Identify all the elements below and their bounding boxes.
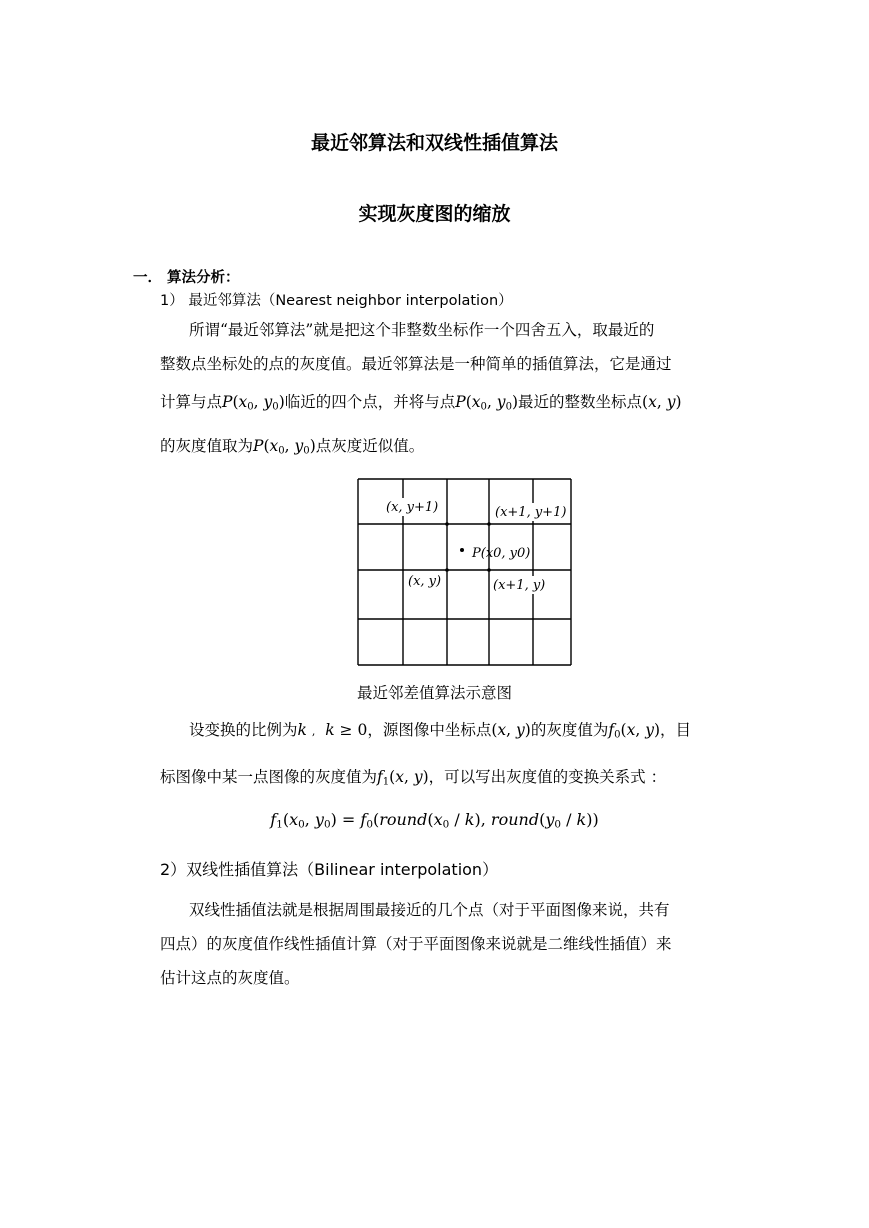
- page-subtitle: 实现灰度图的缩放: [358, 203, 511, 225]
- paragraph-line: 所谓“最近邻算法”就是把这个非整数坐标作一个四舍五入，取最近的: [189, 321, 655, 339]
- text-run: 的灰度值为: [530, 721, 609, 739]
- figure-caption: 最近邻差值算法示意图: [356, 684, 512, 702]
- label-point-p: P(x0, y0): [472, 546, 531, 561]
- page-title: 最近邻算法和双线性插值算法: [310, 132, 558, 154]
- math-f1: $f_1(x$, y): [377, 768, 429, 788]
- grid-point: [487, 568, 491, 572]
- text-run: 点灰度近似值。: [315, 437, 425, 455]
- label-top-right: (x+1, y+1): [495, 505, 567, 520]
- paragraph-line-with-math: [160, 434, 424, 457]
- paragraph-line: 估计这点的灰度值。: [160, 969, 300, 987]
- subsection-heading-bilinear: 2）双线性插值算法（Bilinear interpolation）: [160, 860, 499, 879]
- section-heading-analysis: 一． 算法分析：: [133, 270, 240, 286]
- text-run: 计算与点: [160, 393, 223, 411]
- paragraph-line: 整数点坐标处的点的灰度值。最近邻算法是一种简单的插值算法，它是通过: [160, 355, 672, 373]
- grid-point: [445, 568, 449, 572]
- text-run: 最近的整数坐标点: [518, 393, 643, 411]
- text-run: ，可以写出灰度值的变换关系式 ：: [428, 768, 667, 786]
- math-point-p: $P(x_0$, $y_0$): [455, 393, 519, 413]
- text-run: 设变换的比例为: [189, 721, 298, 739]
- math-point-xy: (x, y): [642, 393, 682, 411]
- label-top-left: (x, y+1): [386, 500, 439, 515]
- text-run: ，目: [660, 721, 692, 739]
- paragraph-line-with-math: [160, 390, 682, 413]
- math-point-xy: (x, y): [491, 721, 531, 739]
- math-k: k , k ≥ 0: [297, 721, 368, 739]
- paragraph-line-with-math: [189, 718, 691, 741]
- math-f0: $f_0(x$, y): [608, 721, 661, 741]
- transform-formula: $f_1(x_0$, $y_0$) = $f_0(round(x_0 / k)$, $round(y_0 / k)$): [270, 810, 599, 831]
- grid-point: [445, 522, 449, 526]
- paragraph-line: 双线性插值法就是根据周围最接近的几个点（对于平面图像来说，共有: [189, 901, 670, 919]
- math-point-p: $P(x_0$, $y_0$): [253, 437, 316, 457]
- grid-point: [487, 522, 491, 526]
- label-bottom-left: (x, y): [408, 574, 442, 589]
- text-run: 标图像中某一点图像的灰度值为: [160, 768, 378, 786]
- paragraph-line: 四点）的灰度值作线性插值计算（对于平面图像来说就是二维线性插值）来: [160, 935, 672, 953]
- point-p-marker: [460, 548, 464, 552]
- label-bottom-right: (x+1, y): [493, 578, 546, 593]
- text-run: 临近的四个点，并将与点: [284, 393, 456, 411]
- math-point-p: $P(x_0$, $y_0$): [222, 393, 285, 413]
- text-run: ，源图像中坐标点: [367, 721, 492, 739]
- text-run: 的灰度值取为: [160, 437, 254, 455]
- subsection-heading-nearest: 1） 最近邻算法（Nearest neighbor interpolation）: [160, 293, 513, 309]
- paragraph-line-with-math: [160, 765, 666, 788]
- nearest-neighbor-grid-figure: [355, 477, 575, 669]
